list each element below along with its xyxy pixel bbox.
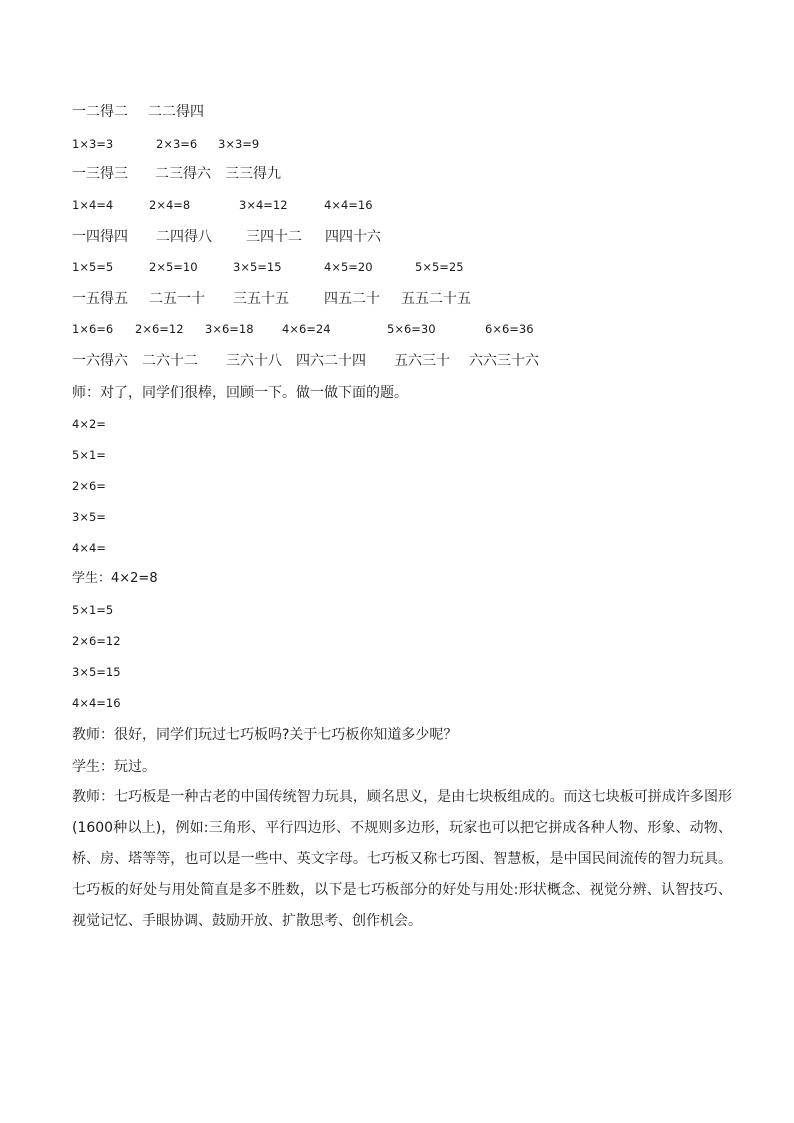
table-cell: 2×5=10: [149, 260, 198, 274]
table-cell: 四四十六: [325, 229, 381, 245]
student-line: 学生：玩过。: [72, 759, 156, 775]
table-cell: 一四得四: [72, 229, 128, 245]
answer-item: 3×5=15: [72, 665, 121, 679]
table-cell: 2×3=6: [156, 137, 198, 151]
answer-item: 4×4=16: [72, 696, 121, 710]
table-cell: 1×4=4: [72, 198, 114, 212]
table-cell: 3×6=18: [205, 322, 254, 336]
answer-item: 5×1=5: [72, 603, 114, 617]
teacher-line: 教师：很好，同学们玩过七巧板吗?关于七巧板你知道多少呢？: [72, 727, 458, 743]
table-cell: 3×4=12: [239, 198, 288, 212]
table-cell: 三四十二: [246, 229, 302, 245]
table-cell: 二三得六: [155, 166, 211, 182]
table-cell: 1×6=6: [72, 322, 114, 336]
table-cell: 四五二十: [324, 291, 380, 307]
table-cell: 二四得八: [156, 229, 212, 245]
question-item: 2×6=: [72, 479, 106, 493]
table-cell: 二六十二: [142, 353, 198, 369]
table-cell: 三六十八: [226, 353, 282, 369]
table-cell: 5×6=30: [387, 322, 436, 336]
table-cell: 4×6=24: [282, 322, 331, 336]
table-cell: 一三得三: [72, 166, 128, 182]
table-cell: 2×6=12: [135, 322, 184, 336]
question-item: 3×5=: [72, 510, 106, 524]
table-cell: 4×4=16: [324, 198, 373, 212]
table-cell: 五五二十五: [401, 291, 471, 307]
table-cell: 二五一十: [149, 291, 205, 307]
table-cell: 5×5=25: [415, 260, 464, 274]
question-item: 5×1=: [72, 448, 106, 462]
table-cell: 1×5=5: [72, 260, 114, 274]
question-item: 4×2=: [72, 417, 106, 431]
table-cell: 三三得九: [225, 166, 281, 182]
table-cell: 3×5=15: [233, 260, 282, 274]
table-cell: 6×6=36: [485, 322, 534, 336]
table-cell: 五六三十: [394, 353, 450, 369]
table-cell: 1×3=3: [72, 137, 114, 151]
table-cell: 六六三十六: [469, 353, 539, 369]
table-cell: 一六得六: [72, 353, 128, 369]
teacher-line: 师：对了，同学们很棒，回顾一下。做一做下面的题。: [72, 385, 408, 401]
table-cell: 3×3=9: [218, 137, 260, 151]
table-cell: 四六二十四: [296, 353, 366, 369]
question-item: 4×4=: [72, 541, 106, 555]
table-cell: 三五十五: [233, 291, 289, 307]
table-cell: 2×4=8: [149, 198, 191, 212]
teacher-paragraph: 教师：七巧板是一种古老的中国传统智力玩具，顾名思义，是由七块板组成的。而这七块板可拼成许多图形(1600种以上)，例如:三角形、平行四边形、不规则多边形，玩家也可以把它拼成各种人物、形象、动物、桥、房、塔等等，也可以是一些中、英文字母。七巧板又称七巧图、智慧板，是中国民间流传的智力玩具。七巧板的好处与用处简直是多不胜数，以下是七巧板部分的好处与用处:形状概念、视觉分辨、认智技巧、视觉记忆、手眼协调、鼓励开放、扩散思考、创作机会。: [72, 789, 732, 929]
table-cell: 4×5=20: [324, 260, 373, 274]
table-cell: 二二得四: [148, 104, 204, 120]
table-cell: 一五得五: [72, 291, 128, 307]
answer-item: 2×6=12: [72, 634, 121, 648]
student-line: 学生：4×2=8: [72, 571, 158, 586]
table-cell: 一二得二: [72, 104, 128, 120]
